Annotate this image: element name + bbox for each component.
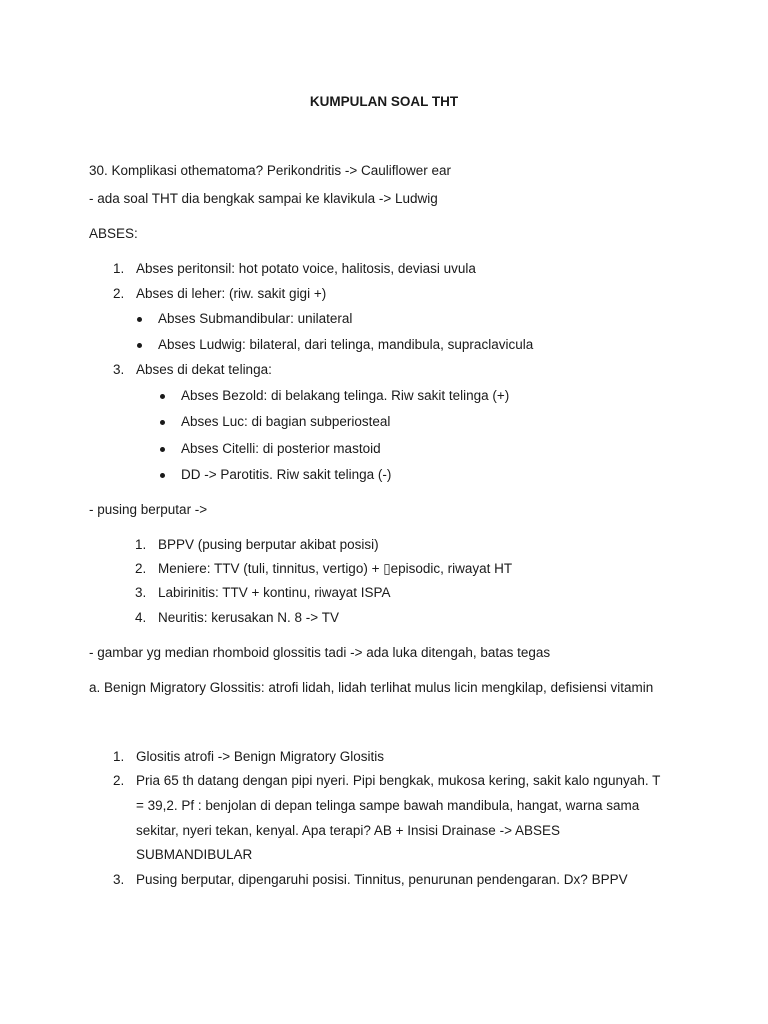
- list-number: 3.: [135, 585, 147, 600]
- bullet-item: Abses Citelli: di posterior mastoid: [181, 441, 381, 456]
- list-item: Pusing berputar, dipengaruhi posisi. Tinnitus, penurunan pendengaran. Dx? BPPV: [136, 872, 628, 887]
- list-item: BPPV (pusing berputar akibat posisi): [158, 537, 379, 552]
- list-number: 3.: [113, 872, 125, 887]
- pusing-heading: - pusing berputar ->: [89, 502, 208, 517]
- bullet-item: Abses Ludwig: bilateral, dari telinga, mandibula, supraclavicula: [158, 337, 534, 352]
- list-item: Neuritis: kerusakan N. 8 -> TV: [158, 610, 339, 625]
- intro-line-2: - ada soal THT dia bengkak sampai ke klavikula -> Ludwig: [89, 191, 438, 206]
- list-number: 2.: [113, 286, 125, 301]
- list-item-line: sekitar, nyeri tekan, kenyal. Apa terapi? AB + Insisi Drainase -> ABSES: [136, 823, 560, 838]
- bullet-item: Abses Submandibular: unilateral: [158, 311, 353, 326]
- list-number: 1.: [113, 749, 125, 764]
- list-number: 4.: [135, 610, 147, 625]
- abses-heading: ABSES:: [89, 226, 138, 241]
- bullet-icon: [137, 343, 142, 348]
- bullet-item: DD -> Parotitis. Riw sakit telinga (-): [181, 467, 392, 482]
- list-item: Abses di dekat telinga:: [136, 362, 272, 377]
- list-item: Labirinitis: TTV + kontinu, riwayat ISPA: [158, 585, 391, 600]
- list-item: Meniere: TTV (tuli, tinnitus, vertigo) + ▯episodic, riwayat HT: [158, 561, 513, 576]
- page-title: KUMPULAN SOAL THT: [309, 94, 459, 109]
- list-item: Abses peritonsil: hot potato voice, halitosis, deviasi uvula: [136, 261, 476, 276]
- gambar-line: - gambar yg median rhomboid glossitis tadi -> ada luka ditengah, batas tegas: [89, 645, 551, 660]
- list-number: 2.: [135, 561, 147, 576]
- list-item-line: SUBMANDIBULAR: [136, 847, 253, 862]
- bullet-icon: [160, 473, 165, 478]
- list-item: Abses di leher: (riw. sakit gigi +): [136, 286, 327, 301]
- list-number: 3.: [113, 362, 125, 377]
- bullet-icon: [160, 447, 165, 452]
- list-number: 2.: [113, 773, 125, 788]
- bullet-icon: [137, 317, 142, 322]
- list-item: Glositis atrofi -> Benign Migratory Glositis: [136, 749, 384, 764]
- bullet-item: Abses Luc: di bagian subperiosteal: [181, 414, 391, 429]
- bullet-icon: [160, 420, 165, 425]
- bullet-item: Abses Bezold: di belakang telinga. Riw sakit telinga (+): [181, 388, 510, 403]
- list-number: 1.: [113, 261, 125, 276]
- list-item-line: Pria 65 th datang dengan pipi nyeri. Pipi bengkak, mukosa kering, sakit kalo ngunyah. T: [136, 773, 661, 788]
- list-item-line: = 39,2. Pf : benjolan di depan telinga sampe bawah mandibula, hangat, warna sama: [136, 798, 640, 813]
- intro-line-1: 30. Komplikasi othematoma? Perikondritis -> Cauliflower ear: [89, 163, 452, 178]
- list-number: 1.: [135, 537, 147, 552]
- bullet-icon: [160, 394, 165, 399]
- benign-line: a. Benign Migratory Glossitis: atrofi lidah, lidah terlihat mulus licin mengkilap, defisiensi vitamin: [89, 680, 654, 695]
